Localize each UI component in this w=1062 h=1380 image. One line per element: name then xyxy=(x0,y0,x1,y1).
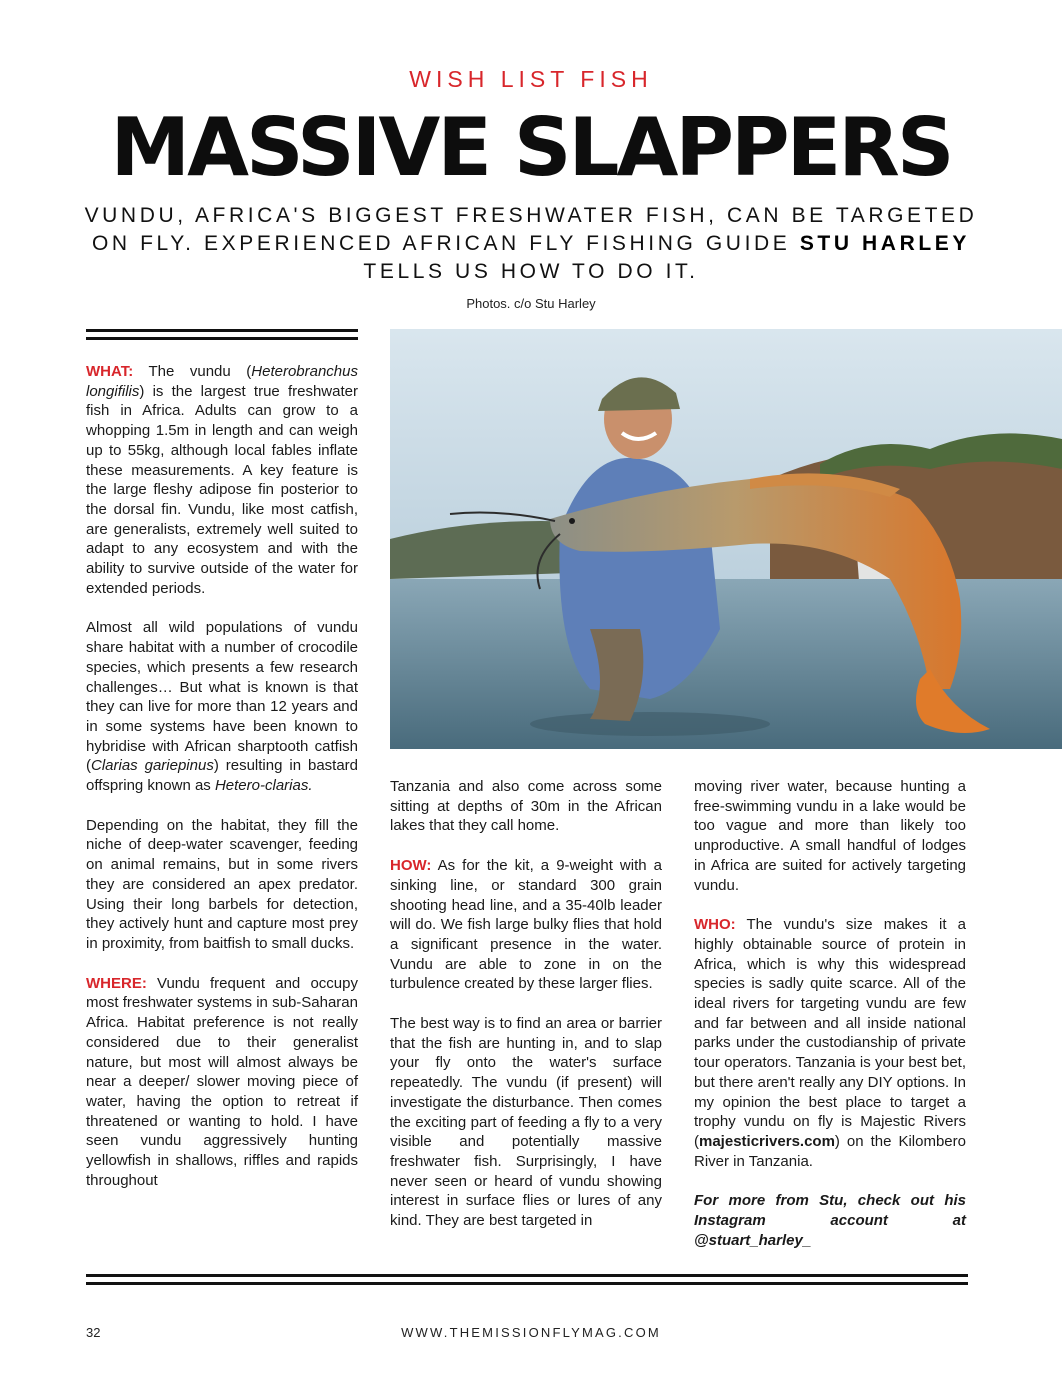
where-text: Vundu frequent and occupy most freshwater systems in sub-Saharan Africa. Habitat preference is not really considered due to their generalist nature, but most will almost always be near a deeper/ slower moving piece of water, having the option to retreat if threatened or wanting to hold. I have seen vundu aggressively hunting yellowfish in shallows, riffles and rapids throughout xyxy=(86,974,358,1189)
photo-illustration xyxy=(390,329,1062,749)
what-paragraph xyxy=(86,362,358,598)
author-name: STU HARLEY xyxy=(799,232,970,255)
what-text-cont: ) is the largest true freshwater fish in Africa. Adults can grow to a whopping 1.5m in length and can weigh up to 55kg, although local fables inflate these measurements. A key feature is the large fleshy adipose fin posterior to the dorsal fin. Vundu, like most catfish, are generalists, extremely well suited to adapt to any ecosystem and with the ability to survive outside of the water for extended periods. xyxy=(86,382,358,597)
best-way-paragraph: The best way is to find an area or barrier that the fish are hunting in, and to slap your fly onto the water's surface repeatedly. The vundu (if present) will investigate the disturbance. Then comes the exciting part of feeding a fly to a very visible and potentially massive freshwater fish. Surprisingly, I have never seen or heard of vundu showing interest in surface flies or lures of any kind. They are best targeted in xyxy=(390,1015,662,1230)
magazine-url[interactable]: WWW.THEMISSIONFLYMAG.COM xyxy=(401,1325,661,1340)
column-1 xyxy=(86,362,358,1210)
what-text: The vundu ( xyxy=(133,363,252,380)
best-way-paragraph-continued: moving river water, because hunting a free-swimming vundu in a lake would be too vague and more than likely too unproductive. A small handful of lodges in Africa are suited for actively targeting vundu. xyxy=(694,778,966,894)
how-label: HOW: xyxy=(390,857,432,875)
how-paragraph xyxy=(390,856,662,994)
top-rule xyxy=(86,329,358,332)
who-text-cont: ) on the Kilombero River in Tanzania. xyxy=(694,1132,966,1170)
who-paragraph xyxy=(694,915,966,1171)
crocodile-paragraph xyxy=(86,618,358,795)
bottom-rule xyxy=(86,1282,968,1285)
species-name: Heterobranchus longifilis xyxy=(86,363,358,400)
page-number: 32 xyxy=(86,1325,101,1340)
angler-holding-vundu-photo xyxy=(390,329,1062,749)
majestic-rivers-link[interactable]: majesticrivers.com xyxy=(699,1132,835,1150)
where-paragraph xyxy=(86,974,358,1191)
column-3 xyxy=(694,777,966,1270)
section-kicker: WISH LIST FISH xyxy=(409,66,653,92)
photo-credit: Photos. c/o Stu Harley xyxy=(466,296,596,311)
crocodile-text-cont: ) resulting in bastard offspring known as xyxy=(86,757,359,795)
standfirst-text-end: TELLS US HOW TO DO IT. xyxy=(363,260,699,283)
bottom-rule xyxy=(86,1274,968,1277)
hybrid-name: Hetero-clarias. xyxy=(214,777,313,795)
article-standfirst xyxy=(80,202,982,286)
top-rule xyxy=(86,337,358,340)
who-text: The vundu's size makes it a highly obtainable source of protein in Africa, which is why this widespread species is sadly quite scarce. All of the ideal rivers for targeting vundu are few and far between and all inside national parks under the custodianship of private tour operators. Tanzania is your best bet, but there aren't really any DIY options. In my opinion the best place to target a trophy vundu on fly is Majestic Rivers ( xyxy=(694,916,966,1150)
how-text: As for the kit, a 9-weight with a sinking line, or standard 300 grain shooting head line, and a 35-40lb leader will do. We fish large bulky flies that hold a significant presence in the water. Vundu are able to zone in on the turbulence created by these larger flies. xyxy=(390,857,662,993)
article-headline: MASSIVE SLAPPERS xyxy=(110,101,952,194)
who-label: WHO: xyxy=(694,916,736,934)
reflection xyxy=(530,712,770,736)
fish-eye xyxy=(569,518,575,524)
where-label: WHERE: xyxy=(86,974,147,992)
habitat-paragraph: Depending on the habitat, they fill the niche of deep-water scavenger, feeding on animal remains, but in some rivers they are considered an apex predator. Using their long barbels for detection, they actively hunt and capture most prey in proximity, from baitfish to small ducks. xyxy=(86,816,358,952)
what-label: WHAT: xyxy=(86,363,134,380)
where-paragraph-continued: Tanzania and also come across some sitting at depths of 30m in the African lakes that they call home. xyxy=(390,778,662,835)
species-name: Clarias gariepinus xyxy=(91,757,214,775)
crocodile-text: Almost all wild populations of vundu share habitat with a number of crocodile species, which presents a few research challenges… But what is known is that they can live for more than 12 years and in some systems have been known to hybridise with African sharptooth catfish ( xyxy=(86,619,358,775)
standfirst-text: VUNDU, AFRICA'S BIGGEST FRESHWATER FISH, CAN BE TARGETED ON FLY. EXPERIENCED AFRICAN FLY FISHING GUIDE xyxy=(84,204,978,255)
author-signoff: For more from Stu, check out his Instagram account at @stuart_harley_ xyxy=(694,1192,966,1249)
column-2 xyxy=(390,777,662,1251)
